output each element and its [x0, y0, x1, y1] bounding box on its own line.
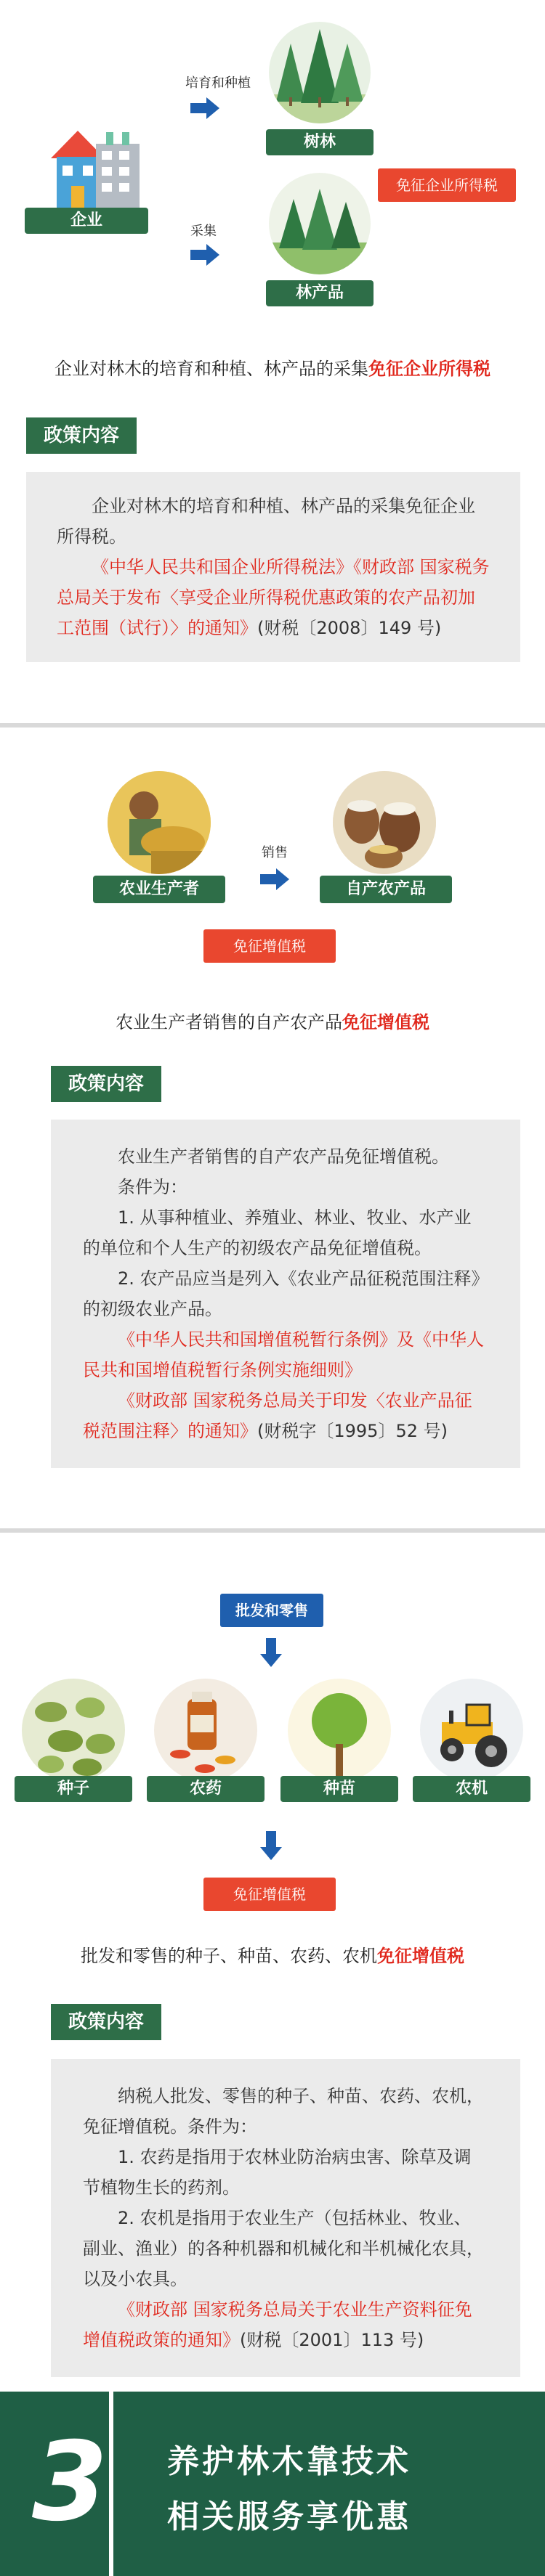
section3-caption-highlight: 免征增值税: [377, 1946, 464, 1966]
section3-caption: [0, 1941, 545, 1967]
section1-policy-source: 《中华人民共和国企业所得税法》《财政部 国家税务总局关于发布〈享受企业所得税优惠政策的农产品初加工范围（试行）〉的通知》: [57, 557, 490, 638]
pesticide-icon: [154, 1679, 257, 1782]
producer-label: 农业生产者: [93, 876, 225, 903]
exempt-badge-vat-2: 免征增值税: [203, 929, 336, 963]
section3-policy-box: [51, 2059, 520, 2377]
section3-caption-main: 批发和零售的种子、种苗、农药、农机: [81, 1946, 377, 1966]
section1-caption-highlight: 免征企业所得税: [368, 359, 490, 379]
section2-policy-box: [51, 1120, 520, 1468]
item-label-tractor: 农机: [413, 1776, 530, 1802]
forest-product-label: 林产品: [266, 280, 374, 306]
section2-policy-tag: 政策内容: [51, 1066, 161, 1102]
section2-policy-line3: 1. 从事种植业、养殖业、林业、牧业、水产业的单位和个人生产的初级农产品免征增值税。: [83, 1207, 472, 1258]
section2-policy-doc: (财税字〔1995〕52 号): [257, 1421, 448, 1441]
section2-policy-line1: 农业生产者销售的自产农产品免征增值税。: [118, 1146, 449, 1167]
divider-2: [0, 1528, 545, 1533]
section3-policy-tag: 政策内容: [51, 2004, 161, 2040]
footer-title-line1: 养护林木靠技术: [167, 2443, 411, 2480]
section1-policy-doc: (财税〔2008〕149 号): [257, 618, 442, 638]
item-label-sapling: 种苗: [280, 1776, 398, 1802]
section3-policy-line3: 2. 农机是指用于农业生产（包括林业、牧业、副业、渔业）的各种机器和机械化和半机械化农具，以及小农具。: [83, 2208, 484, 2289]
footer-title-line2: 相关服务享优惠: [167, 2498, 411, 2535]
sapling-icon: [288, 1679, 391, 1782]
section2-caption: [0, 1008, 545, 1033]
section2-policy-source2: 《财政部 国家税务总局关于印发〈农业产品征税范围注释〉的通知》: [83, 1390, 472, 1441]
company-label: 企业: [25, 208, 148, 234]
section2-policy-source1: 《中华人民共和国增值税暂行条例》及《中华人民共和国增值税暂行条例实施细则》: [83, 1329, 484, 1380]
down-arrow-icon-bottom: [260, 1831, 282, 1863]
sell-arrow-icon: [260, 868, 289, 893]
footer-number: 3: [32, 2419, 108, 2546]
collect-arrow-label: 采集: [190, 224, 217, 239]
section2-policy-line2: 条件为：: [118, 1177, 187, 1197]
section2-caption-main: 农业生产者销售的自产农产品: [116, 1012, 342, 1032]
section1-policy-box: [26, 472, 520, 662]
section3-policy-line1: 纳税人批发、零售的种子、种苗、农药、农机，免征增值税。条件为：: [83, 2086, 484, 2137]
section1-caption: [0, 354, 545, 380]
footer-banner: [0, 2392, 545, 2576]
item-label-seeds: 种子: [15, 1776, 132, 1802]
forest-label: 树林: [266, 129, 374, 155]
farmer-icon: [108, 771, 211, 874]
forest-product-icon: [269, 173, 371, 274]
section3-policy-source: 《财政部 国家税务总局关于农业生产资料征免增值税政策的通知》: [83, 2299, 472, 2350]
section2-caption-highlight: 免征增值税: [342, 1012, 429, 1032]
footer-divider: [109, 2392, 113, 2576]
tractor-icon: [420, 1679, 523, 1782]
section3-policy-doc: (财税〔2001〕113 号): [240, 2330, 424, 2350]
plant-arrow-icon: [190, 97, 219, 122]
farm-product-icon: [333, 771, 436, 874]
seeds-icon: [22, 1679, 125, 1782]
forest-icon: [269, 22, 371, 123]
section2-policy-line4: 2. 农产品应当是列入《农业产品征税范围注释》的初级农业产品。: [83, 1268, 480, 1319]
wholesale-retail-badge: 批发和零售: [220, 1594, 323, 1627]
exempt-badge-vat-3: 免征增值税: [203, 1878, 336, 1911]
company-building-icon: [38, 115, 147, 209]
section1-caption-main: 企业对林木的培育和种植、林产品的采集: [54, 359, 368, 379]
farm-product-label: 自产农产品: [320, 876, 452, 903]
section1-policy-text: 企业对林木的培育和种植、林产品的采集免征企业所得税。: [57, 496, 475, 547]
section3-policy-line2: 1. 农药是指用于农林业防治病虫害、除草及调节植物生长的药剂。: [83, 2147, 472, 2198]
exempt-badge-enterprise-tax: 免征企业所得税: [378, 168, 516, 202]
down-arrow-icon-top: [260, 1638, 282, 1670]
collect-arrow-icon: [190, 244, 219, 269]
sell-arrow-label: 销售: [262, 845, 288, 860]
item-label-pesticide: 农药: [147, 1776, 265, 1802]
plant-arrow-label: 培育和种植: [185, 76, 251, 91]
section1-policy-tag: 政策内容: [26, 417, 137, 454]
divider-1: [0, 723, 545, 727]
